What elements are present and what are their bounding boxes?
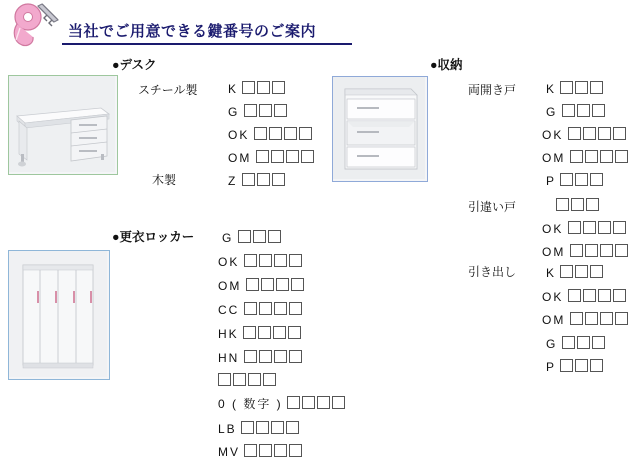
code-storage-11: OM: [542, 312, 630, 327]
storage-drawer-label: 引き出し: [468, 265, 517, 279]
desk-wood-label: 木製: [152, 173, 177, 187]
code-boxes: [244, 303, 304, 317]
storage-double-door-label: 両開き戸: [468, 83, 517, 97]
code-desk-1: K: [228, 81, 287, 96]
code-storage-8: OM: [542, 244, 630, 259]
code-boxes: [568, 222, 628, 236]
title-underline: [62, 43, 352, 45]
code-storage-6: [556, 198, 601, 213]
code-storage-3: OK: [542, 127, 628, 142]
code-storage-4: OM: [542, 150, 630, 165]
code-boxes: [244, 105, 289, 119]
code-boxes: [560, 266, 605, 280]
code-boxes: [218, 374, 278, 388]
code-desk-2: G: [228, 104, 289, 119]
code-boxes: [568, 128, 628, 142]
code-locker-9: LB: [218, 421, 301, 436]
code-locker-7: [218, 373, 278, 388]
section-heading-locker: ●更衣ロッカー: [112, 230, 195, 244]
code-desk-3: OK: [228, 127, 314, 142]
desk-steel-label: スチール製: [138, 83, 198, 97]
code-boxes: [570, 245, 630, 259]
locker-photo: [8, 250, 110, 380]
code-boxes: [560, 82, 605, 96]
code-boxes: [560, 174, 605, 188]
code-locker-1: G: [222, 230, 283, 245]
code-boxes: [244, 445, 304, 459]
code-storage-13: P: [546, 359, 605, 374]
code-boxes: [568, 290, 628, 304]
code-locker-2: OK: [218, 254, 304, 269]
code-boxes: [570, 151, 630, 165]
code-boxes: [562, 105, 607, 119]
code-storage-9: K: [546, 265, 605, 280]
code-locker-3: OM: [218, 278, 306, 293]
code-boxes: [556, 199, 601, 213]
code-boxes: [241, 422, 301, 436]
code-desk-4: OM: [228, 150, 316, 165]
code-boxes: [287, 397, 347, 411]
section-heading-desk: ●デスク: [112, 58, 157, 72]
code-storage-5: P: [546, 173, 605, 188]
code-locker-8: 0 ( 数字 ): [218, 396, 347, 411]
code-boxes: [242, 82, 287, 96]
code-boxes: [244, 255, 304, 269]
code-boxes: [246, 279, 306, 293]
code-boxes: [560, 360, 605, 374]
code-storage-1: K: [546, 81, 605, 96]
cabinet-photo: [332, 76, 428, 182]
code-boxes: [238, 231, 283, 245]
code-boxes: [570, 313, 630, 327]
code-locker-5: HK: [218, 326, 303, 341]
code-storage-10: OK: [542, 289, 628, 304]
storage-sliding-door-label: 引違い戸: [468, 200, 517, 214]
code-boxes: [243, 327, 303, 341]
code-locker-10: MV: [218, 444, 304, 459]
code-boxes: [242, 174, 287, 188]
page-header: [0, 0, 640, 52]
code-boxes: [254, 128, 314, 142]
key-illustration-icon: [8, 2, 62, 48]
code-storage-2: G: [546, 104, 607, 119]
code-boxes: [244, 351, 304, 365]
code-locker-6: HN: [218, 350, 304, 365]
code-desk-5: Z: [228, 173, 287, 188]
code-locker-4: CC: [218, 302, 304, 317]
desk-photo: [8, 75, 118, 175]
code-storage-12: G: [546, 336, 607, 351]
page-title: 当社でご用意できる鍵番号のご案内: [68, 23, 317, 40]
section-heading-storage: ●収納: [430, 58, 463, 72]
code-storage-7: OK: [542, 221, 628, 236]
code-boxes: [562, 337, 607, 351]
code-boxes: [256, 151, 316, 165]
